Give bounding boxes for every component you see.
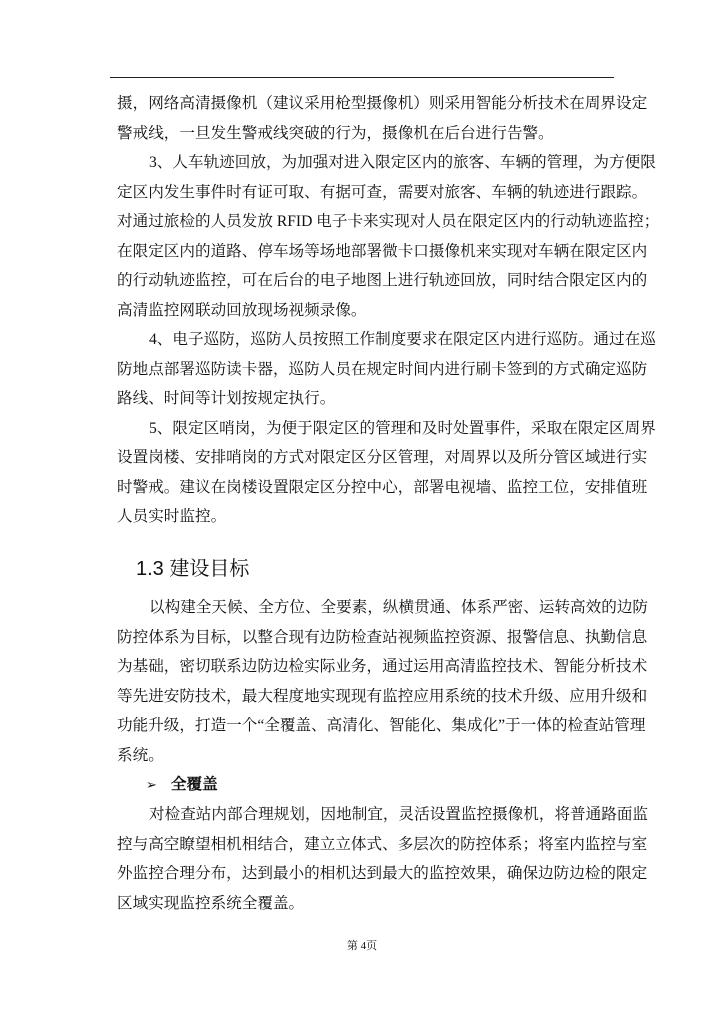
arrowhead-bullet-icon: ➢	[146, 777, 157, 792]
paragraph-line: 路线、时间等计划按规定执行。	[117, 390, 336, 407]
header-rule	[110, 77, 614, 78]
paragraph-line: 高清监控网联动回放现场视频录像。	[117, 301, 367, 319]
paragraph-line: 外监控合理分布，达到最小的相机达到最大的监控效果，确保边防边检的限定	[117, 865, 648, 882]
paragraph-line: 时警戒。建议在岗楼设置限定区分控中心，部署电视墙、监控工位，安排值班	[117, 478, 648, 496]
paragraph-line: 系统。	[117, 746, 164, 764]
paragraph-line: 4、电子巡防，巡防人员按照工作制度要求在限定区内进行巡防。通过在巡	[149, 331, 656, 348]
bullet-label: 全覆盖	[170, 776, 218, 793]
bullet-item-full-coverage	[146, 775, 218, 795]
section-heading: 1.3 建设目标	[136, 558, 250, 580]
paragraph-line: 防地点部署巡防读卡器，巡防人员在规定时间内进行刷卡签到的方式确定巡防	[117, 360, 648, 378]
paragraph-line: 定区内发生事件时有证可取、有据可查，需要对旅客、车辆的轨迹进行跟踪。	[117, 183, 648, 201]
paragraph-line: 控与高空瞭望相机相结合，建立立体式、多层次的防控体系；将室内监控与室	[117, 835, 648, 853]
paragraph-line: 人员实时监控。	[117, 508, 227, 525]
paragraph-line: 摄，网络高清摄像机（建议采用枪型摄像机）则采用智能分析技术在周界设定	[117, 95, 648, 112]
paragraph-line: 对检查站内部合理规划，因地制宜，灵活设置监控摄像机，将普通路面监	[149, 806, 649, 823]
paragraph-line: 警戒线，一旦发生警戒线突破的行为，摄像机在后台进行告警。	[117, 124, 554, 142]
page-number: 第 4页	[346, 940, 378, 952]
paragraph-line: 区域实现监控系统全覆盖。	[117, 894, 305, 912]
paragraph-line: 5、限定区哨岗，为便于限定区的管理和及时处置事件，采取在限定区周界	[149, 419, 656, 437]
paragraph-line: 3、人车轨迹回放，为加强对进入限定区内的旅客、车辆的管理，为方便限	[149, 154, 656, 171]
paragraph-line: 以构建全天候、全方位、全要素，纵横贯通、体系严密、运转高效的边防	[149, 599, 649, 616]
paragraph-line: 等先进安防技术，最大程度地实现现有监控应用系统的技术升级、应用升级和	[117, 687, 648, 705]
paragraph-line: 防控体系为目标，以整合现有边防检查站视频监控资源、报警信息、执勤信息	[117, 628, 648, 646]
paragraph-line: 的行动轨迹监控，可在后台的电子地图上进行轨迹回放，同时结合限定区内的	[117, 272, 648, 289]
paragraph-line: 设置岗楼、安排哨岗的方式对限定区分区管理，对周界以及所分管区域进行实	[117, 449, 648, 466]
paragraph-line: 对通过旅检的人员发放 RFID 电子卡来实现对人员在限定区内的行动轨迹监控；	[117, 213, 660, 230]
paragraph-line: 为基础，密切联系边防边检实际业务，通过运用高清监控技术、智能分析技术	[117, 658, 648, 675]
paragraph-line: 在限定区内的道路、停车场等场地部署微卡口摄像机来实现对车辆在限定区内	[117, 242, 648, 260]
paragraph-line: 功能升级，打造一个“全覆盖、高清化、智能化、集成化”于一体的检查站管理	[117, 717, 646, 734]
